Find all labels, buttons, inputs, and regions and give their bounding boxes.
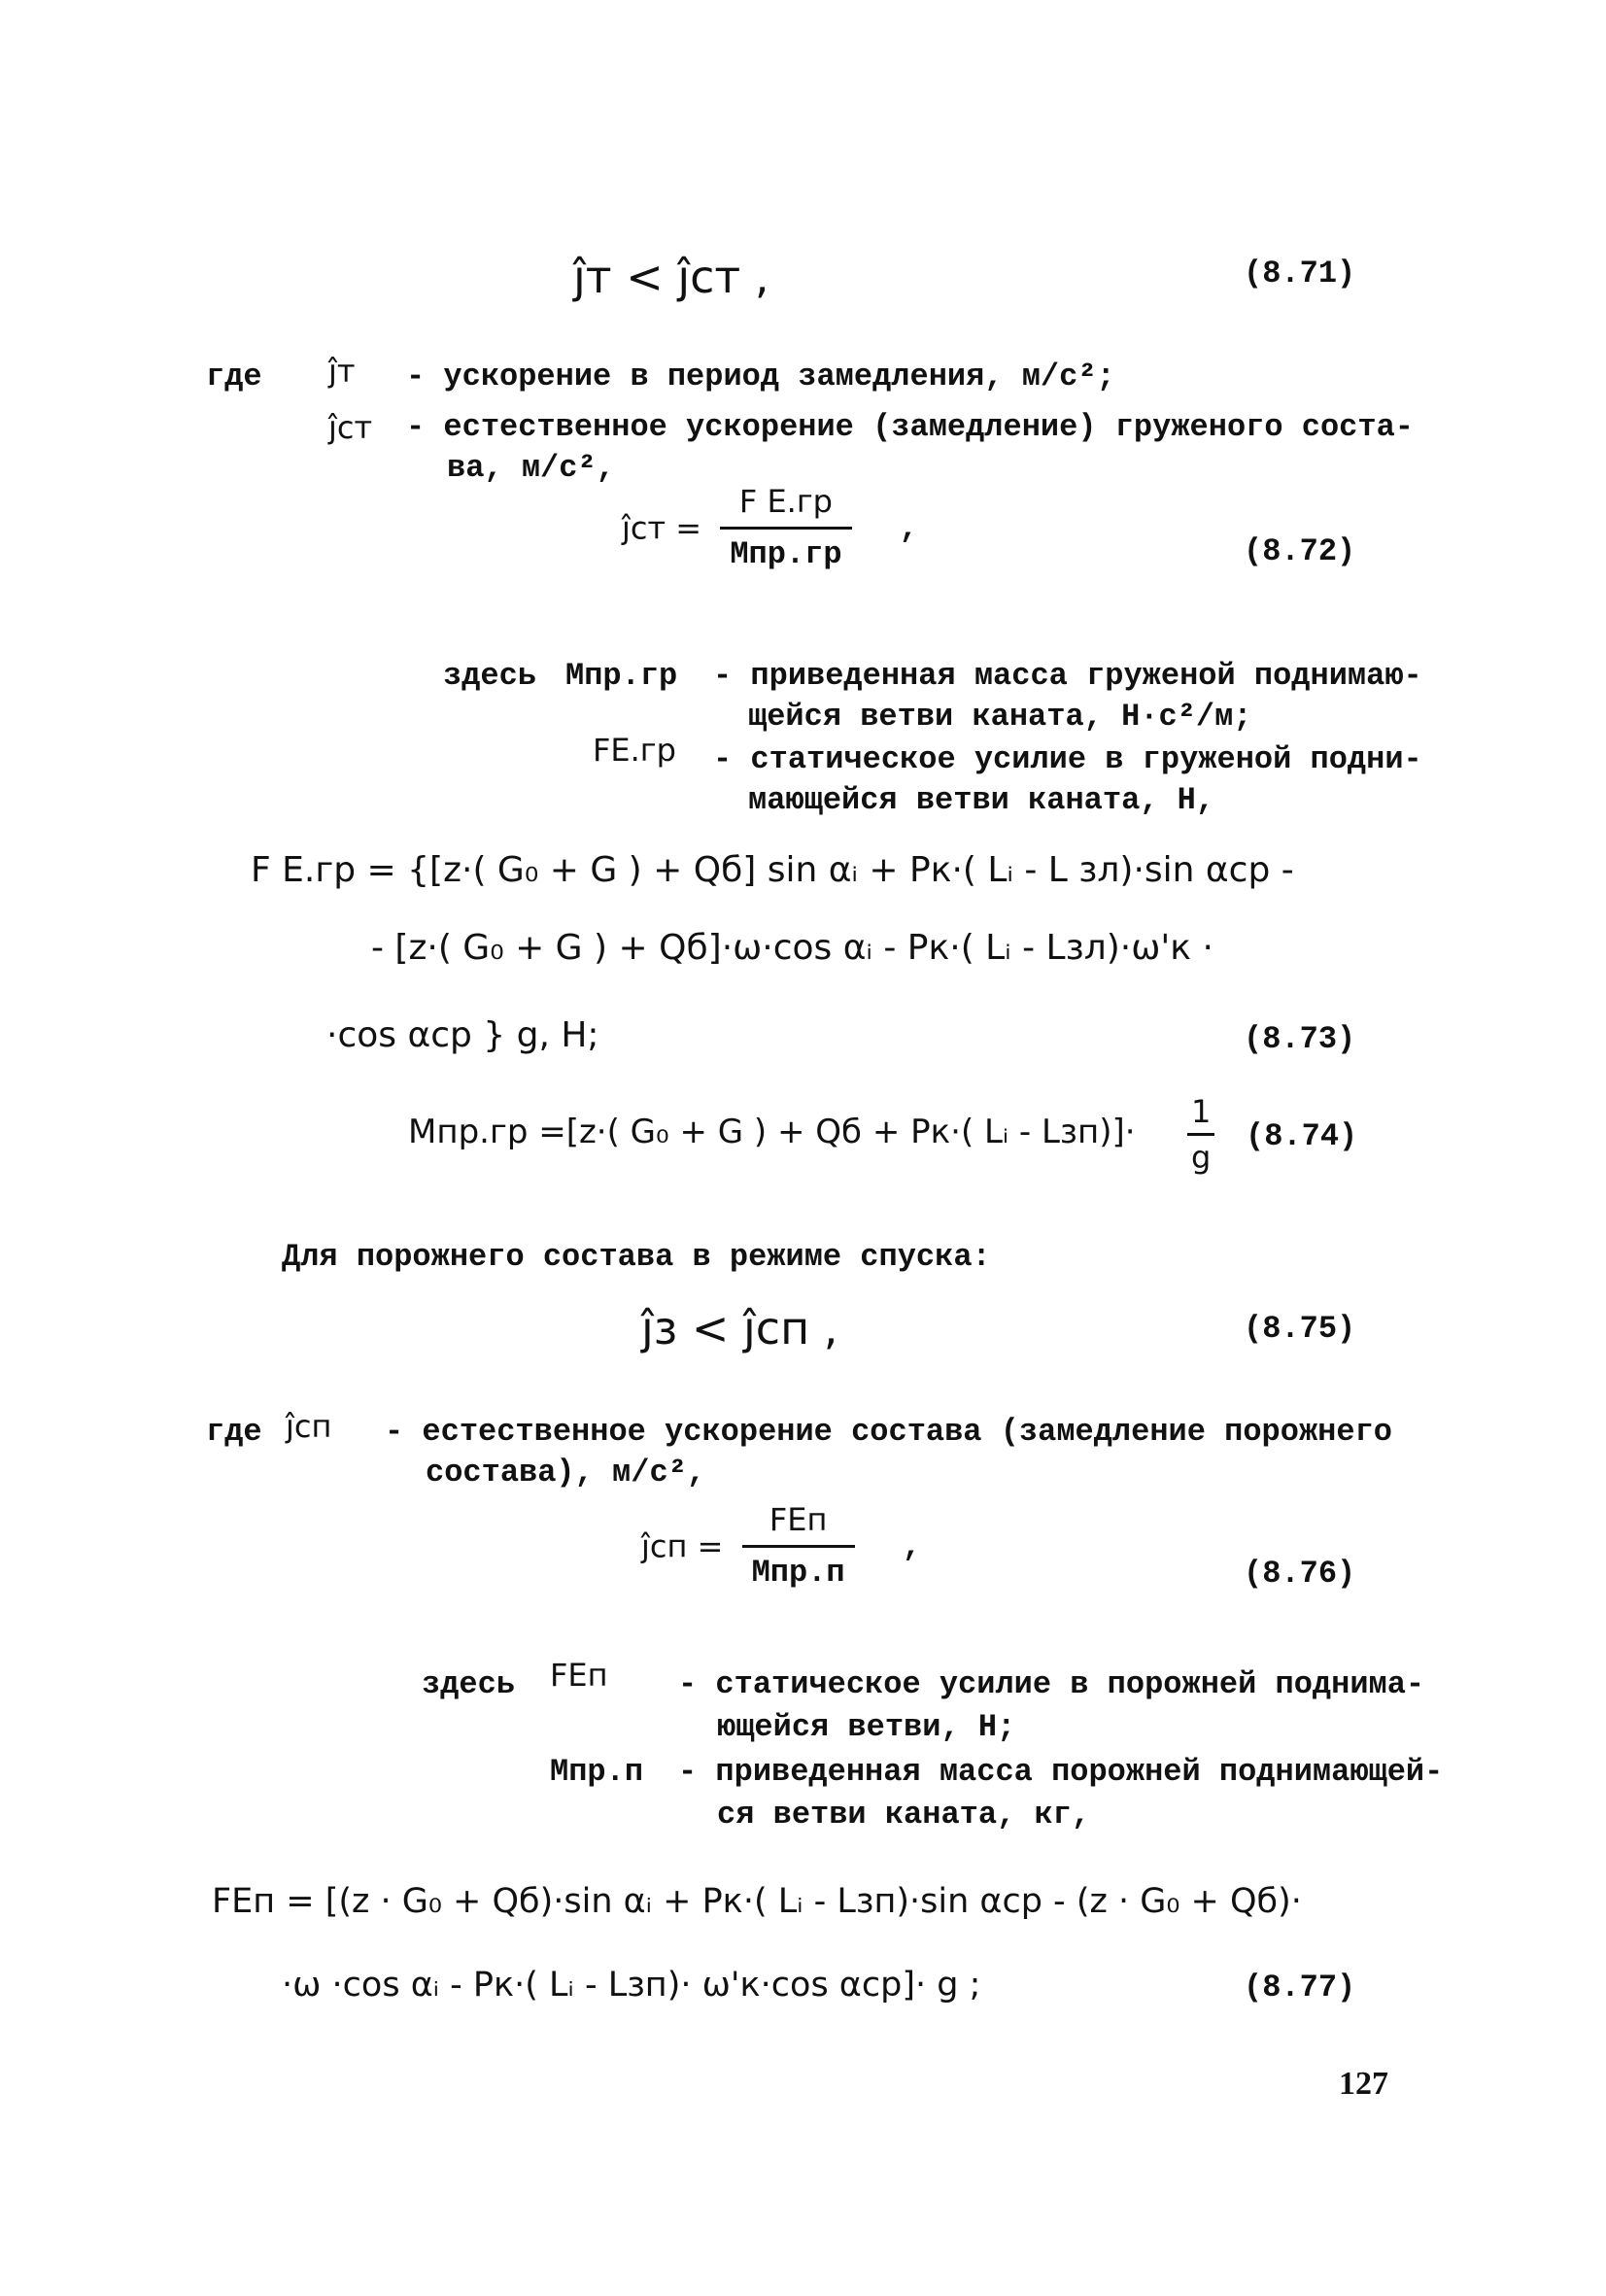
- eq-8-73-line2: - [z·( G₀ + G ) + Qб]·ω·cos αᵢ - Pк·( Lᵢ - Lзл)·ω'к ·: [371, 928, 1213, 968]
- where-label-2: где: [206, 1414, 262, 1450]
- eq-8-76: [641, 1501, 922, 1591]
- eq-8-74-denominator: g: [1187, 1133, 1214, 1173]
- definition-f-e-gr-line1: - статическое усилие в груженой подни-: [713, 741, 1422, 777]
- eq-8-74-number: (8.74): [1246, 1118, 1358, 1154]
- definition-m-pr-p-line2: ся ветви каната, кг,: [717, 1797, 1091, 1833]
- symbol-j-st: ĵст: [328, 409, 373, 446]
- here-label-1: здесь: [443, 658, 537, 694]
- eq-8-76-fraction: [742, 1501, 855, 1591]
- eq-8-71-number: (8.71): [1244, 256, 1356, 291]
- eq-8-75-formula: ĵз < ĵсп ,: [641, 1302, 838, 1354]
- eq-8-77-line1: FЕп = [(z · G₀ + Qб)·sin αᵢ + Pк·( Lᵢ - Lзп)·sin αср - (z · G₀ + Qб)·: [212, 1882, 1302, 1921]
- eq-8-76-number: (8.76): [1244, 1556, 1356, 1592]
- eq-8-72-lhs: ĵст =: [622, 509, 702, 547]
- definition-f-en-line2: ющейся ветви, Н;: [717, 1709, 1016, 1745]
- symbol-m-pr-gr: Мпр.гр: [565, 658, 678, 694]
- eq-8-72-numerator: F Е.гр: [738, 483, 833, 520]
- definition-m-pr-gr-line1: - приведенная масса груженой поднимаю-: [713, 658, 1422, 694]
- symbol-f-e-gr: FЕ.гр: [593, 732, 676, 769]
- symbol-j-t: ĵт: [328, 353, 356, 390]
- eq-8-73-line3: ·cos αср } g, Н;: [326, 1015, 599, 1055]
- eq-8-76-tail: ,: [902, 1527, 922, 1564]
- symbol-m-pr-p: Мпр.п: [550, 1754, 644, 1790]
- eq-8-73-number: (8.73): [1244, 1021, 1356, 1057]
- eq-8-76-lhs: ĵсп =: [641, 1527, 724, 1565]
- eq-8-76-numerator: FЕп: [769, 1501, 828, 1538]
- eq-8-74-numerator: 1: [1191, 1093, 1212, 1130]
- eq-8-77-line2: ·ω ·cos αᵢ - Pк·( Lᵢ - Lзп)· ω'к·cos αср]· g ;: [282, 1966, 981, 2005]
- eq-8-72-number: (8.72): [1244, 533, 1356, 569]
- definition-j-sp-line2: состава), м/с²,: [426, 1455, 706, 1491]
- eq-8-77-number: (8.77): [1244, 1970, 1356, 2005]
- definition-m-pr-gr-line2: щейся ветви каната, Н·с²/м;: [748, 699, 1252, 735]
- definition-j-t: - ускорение в период замедления, м/с²;: [406, 359, 1115, 394]
- definition-m-pr-p-line1: - приведенная масса порожней поднимающей-: [678, 1754, 1444, 1790]
- definition-j-st-line1: - естественное ускорение (замедление) груженого соста-: [406, 409, 1414, 445]
- eq-8-72: [622, 483, 918, 572]
- where-label-1: где: [206, 359, 262, 394]
- symbol-f-en: FЕп: [550, 1657, 608, 1694]
- eq-8-72-tail: ,: [899, 509, 918, 546]
- eq-8-74-formula: Мпр.гр =[z·( G₀ + G ) + Qб + Pк·( Lᵢ - Lзп)]·: [408, 1113, 1136, 1151]
- definition-f-e-gr-line2: мающейся ветви каната, Н,: [748, 782, 1215, 818]
- here-label-2: здесь: [422, 1666, 516, 1702]
- eq-8-73-line1: F Е.гр = {[z·( G₀ + G ) + Qб] sin αᵢ + Pк·( Lᵢ - L зл)·sin αср -: [251, 850, 1294, 890]
- page-number: 127: [1339, 2066, 1388, 2102]
- eq-8-72-fraction: [720, 483, 851, 572]
- symbol-j-sp: ĵсп: [286, 1408, 332, 1445]
- definition-f-en-line1: - статическое усилие в порожней поднима-: [678, 1666, 1425, 1702]
- empty-train-heading: Для порожнего состава в режиме спуска:: [282, 1239, 991, 1275]
- eq-8-71-formula: ĵт < ĵст ,: [573, 251, 769, 303]
- eq-8-75-number: (8.75): [1244, 1311, 1356, 1347]
- definition-j-sp-line1: - естественное ускорение состава (замедление порожнего: [385, 1414, 1392, 1450]
- eq-8-74-fraction: [1187, 1093, 1214, 1176]
- eq-8-76-denominator: Мпр.п: [742, 1545, 855, 1589]
- eq-8-72-denominator: Мпр.гр: [720, 527, 851, 570]
- definition-j-st-line2: ва, м/с²,: [447, 450, 615, 486]
